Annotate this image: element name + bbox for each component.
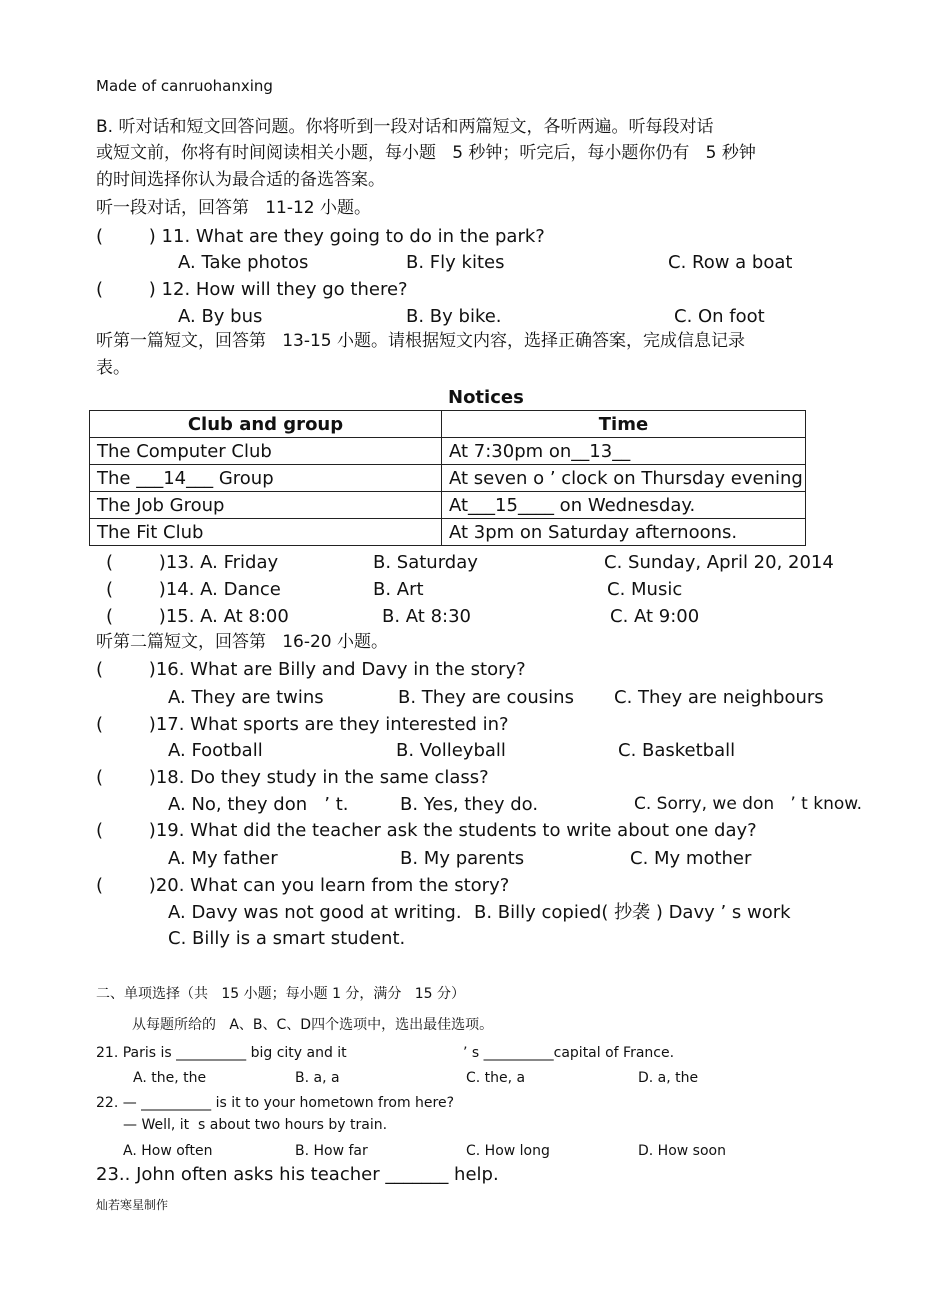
q21-option-a: A. the, the (133, 1070, 207, 1086)
cell-club: The Fit Club (90, 519, 442, 546)
q23-stem: 23.. John often asks his teacher _______ help. (96, 1164, 499, 1185)
cell-time (442, 465, 806, 492)
table-row (90, 492, 806, 519)
q18-option-a: A. No, they don ’ t. (168, 794, 349, 815)
q22-option-b: B. How far (295, 1143, 368, 1159)
q17-stem: ( )17. What sports are they interested in? (96, 714, 509, 735)
cell-time-text: At seven o ’ clock on Thursday evening (449, 467, 803, 489)
q16-option-a: A. They are twins (168, 687, 324, 708)
q16-stem: ( )16. What are Billy and Davy in the story? (96, 659, 526, 680)
cell-club: The Job Group (90, 492, 442, 519)
passage1-heading-cont: 表。 (96, 358, 130, 378)
q22-option-d: D. How soon (638, 1143, 726, 1159)
column-header-club: Club and group (90, 411, 442, 438)
table-header-row (90, 411, 806, 438)
cell-time: At___15____ on Wednesday. (442, 492, 806, 519)
column-header-time: Time (442, 411, 806, 438)
table-row (90, 465, 806, 492)
q22-stem: 22. — __________ is it to your hometown from here? (96, 1095, 455, 1111)
part2-instruction: 从每题所给的 A、B、C、D四个选项中，选出最佳选项。 (132, 1017, 494, 1033)
q21-option-c: C. the, a (466, 1070, 526, 1086)
q14-stem: ( )14. A. Dance (106, 579, 281, 600)
q13-stem: ( )13. A. Friday (106, 552, 279, 573)
q11-option-c: C. Row a boat (668, 252, 793, 273)
part2-heading: 二、单项选择（共 15 小题；每小题 1 分，满分 15 分） (96, 986, 466, 1002)
table-row (90, 519, 806, 546)
q20-stem: ( )20. What can you learn from the story? (96, 875, 510, 896)
q21-stem-cont: ’ s __________capital of France. (463, 1045, 675, 1061)
q21-option-d: D. a, the (638, 1070, 699, 1086)
passage2-heading: 听第二篇短文，回答第 16-20 小题。 (96, 632, 389, 652)
q20-option-c: C. Billy is a smart student. (168, 928, 406, 949)
page-header: Made of canruohanxing (96, 77, 273, 95)
q12-option-a: A. By bus (178, 306, 263, 327)
q22-reply: — Well, it s about two hours by train. (123, 1117, 388, 1133)
section-b-intro-2: 或短文前，你将有时间阅读相关小题，每小题 5 秒钟；听完后，每小题你仍有 5 秒钟 (96, 143, 756, 163)
q21-option-b: B. a, a (295, 1070, 340, 1086)
q21-stem: 21. Paris is __________ big city and it (96, 1045, 347, 1061)
cell-club: The ___14___ Group (90, 465, 442, 492)
q12-option-c: C. On foot (674, 306, 765, 327)
q19-option-c: C. My mother (630, 848, 752, 869)
q12-option-b: B. By bike. (406, 306, 502, 327)
q13-option-b: B. Saturday (373, 552, 478, 573)
section-b-intro-3: 的时间选择你认为最合适的备选答案。 (96, 170, 385, 190)
q15-option-c: C. At 9:00 (610, 606, 700, 627)
q19-option-a: A. My father (168, 848, 278, 869)
q18-option-c: C. Sorry, we don ’ t know. (634, 794, 863, 814)
cell-club: The Computer Club (90, 438, 442, 465)
q11-option-b: B. Fly kites (406, 252, 505, 273)
page-footer: 灿若寒星制作 (96, 1198, 169, 1212)
q15-option-b: B. At 8:30 (382, 606, 471, 627)
notices-table (89, 410, 806, 546)
dialogue-heading: 听一段对话，回答第 11-12 小题。 (96, 198, 372, 218)
table-row (90, 438, 806, 465)
q12-stem: ( ) 12. How will they go there? (96, 279, 408, 300)
q14-option-c: C. Music (607, 579, 683, 600)
cell-time: At 7:30pm on__13__ (442, 438, 806, 465)
q11-stem: ( ) 11. What are they going to do in the park? (96, 226, 545, 247)
q11-option-a: A. Take photos (178, 252, 309, 273)
section-b-intro-1: B. 听对话和短文回答问题。你将听到一段对话和两篇短文，各听两遍。听每段对话 (96, 117, 714, 137)
q17-option-c: C. Basketball (618, 740, 736, 761)
q18-stem: ( )18. Do they study in the same class? (96, 767, 489, 788)
q19-stem: ( )19. What did the teacher ask the students to write about one day? (96, 820, 757, 841)
q14-option-b: B. Art (373, 579, 424, 600)
q20-option-a: A. Davy was not good at writing. (168, 902, 462, 923)
q22-option-a: A. How often (123, 1143, 213, 1159)
q19-option-b: B. My parents (400, 848, 525, 869)
q16-option-b: B. They are cousins (398, 687, 574, 708)
q13-option-c: C. Sunday, April 20, 2014 (604, 552, 834, 573)
q17-option-a: A. Football (168, 740, 263, 761)
q18-option-b: B. Yes, they do. (400, 794, 539, 815)
passage1-heading: 听第一篇短文，回答第 13-15 小题。请根据短文内容，选择正确答案，完成信息记录 (96, 331, 746, 351)
cell-time: At 3pm on Saturday afternoons. (442, 519, 806, 546)
q16-option-c: C. They are neighbours (614, 687, 824, 708)
q20-option-b: B. Billy copied( 抄袭 ) Davy ’ s work (474, 902, 791, 923)
q17-option-b: B. Volleyball (396, 740, 506, 761)
q22-option-c: C. How long (466, 1143, 550, 1159)
q15-stem: ( )15. A. At 8:00 (106, 606, 289, 627)
notices-title: Notices (448, 387, 524, 408)
